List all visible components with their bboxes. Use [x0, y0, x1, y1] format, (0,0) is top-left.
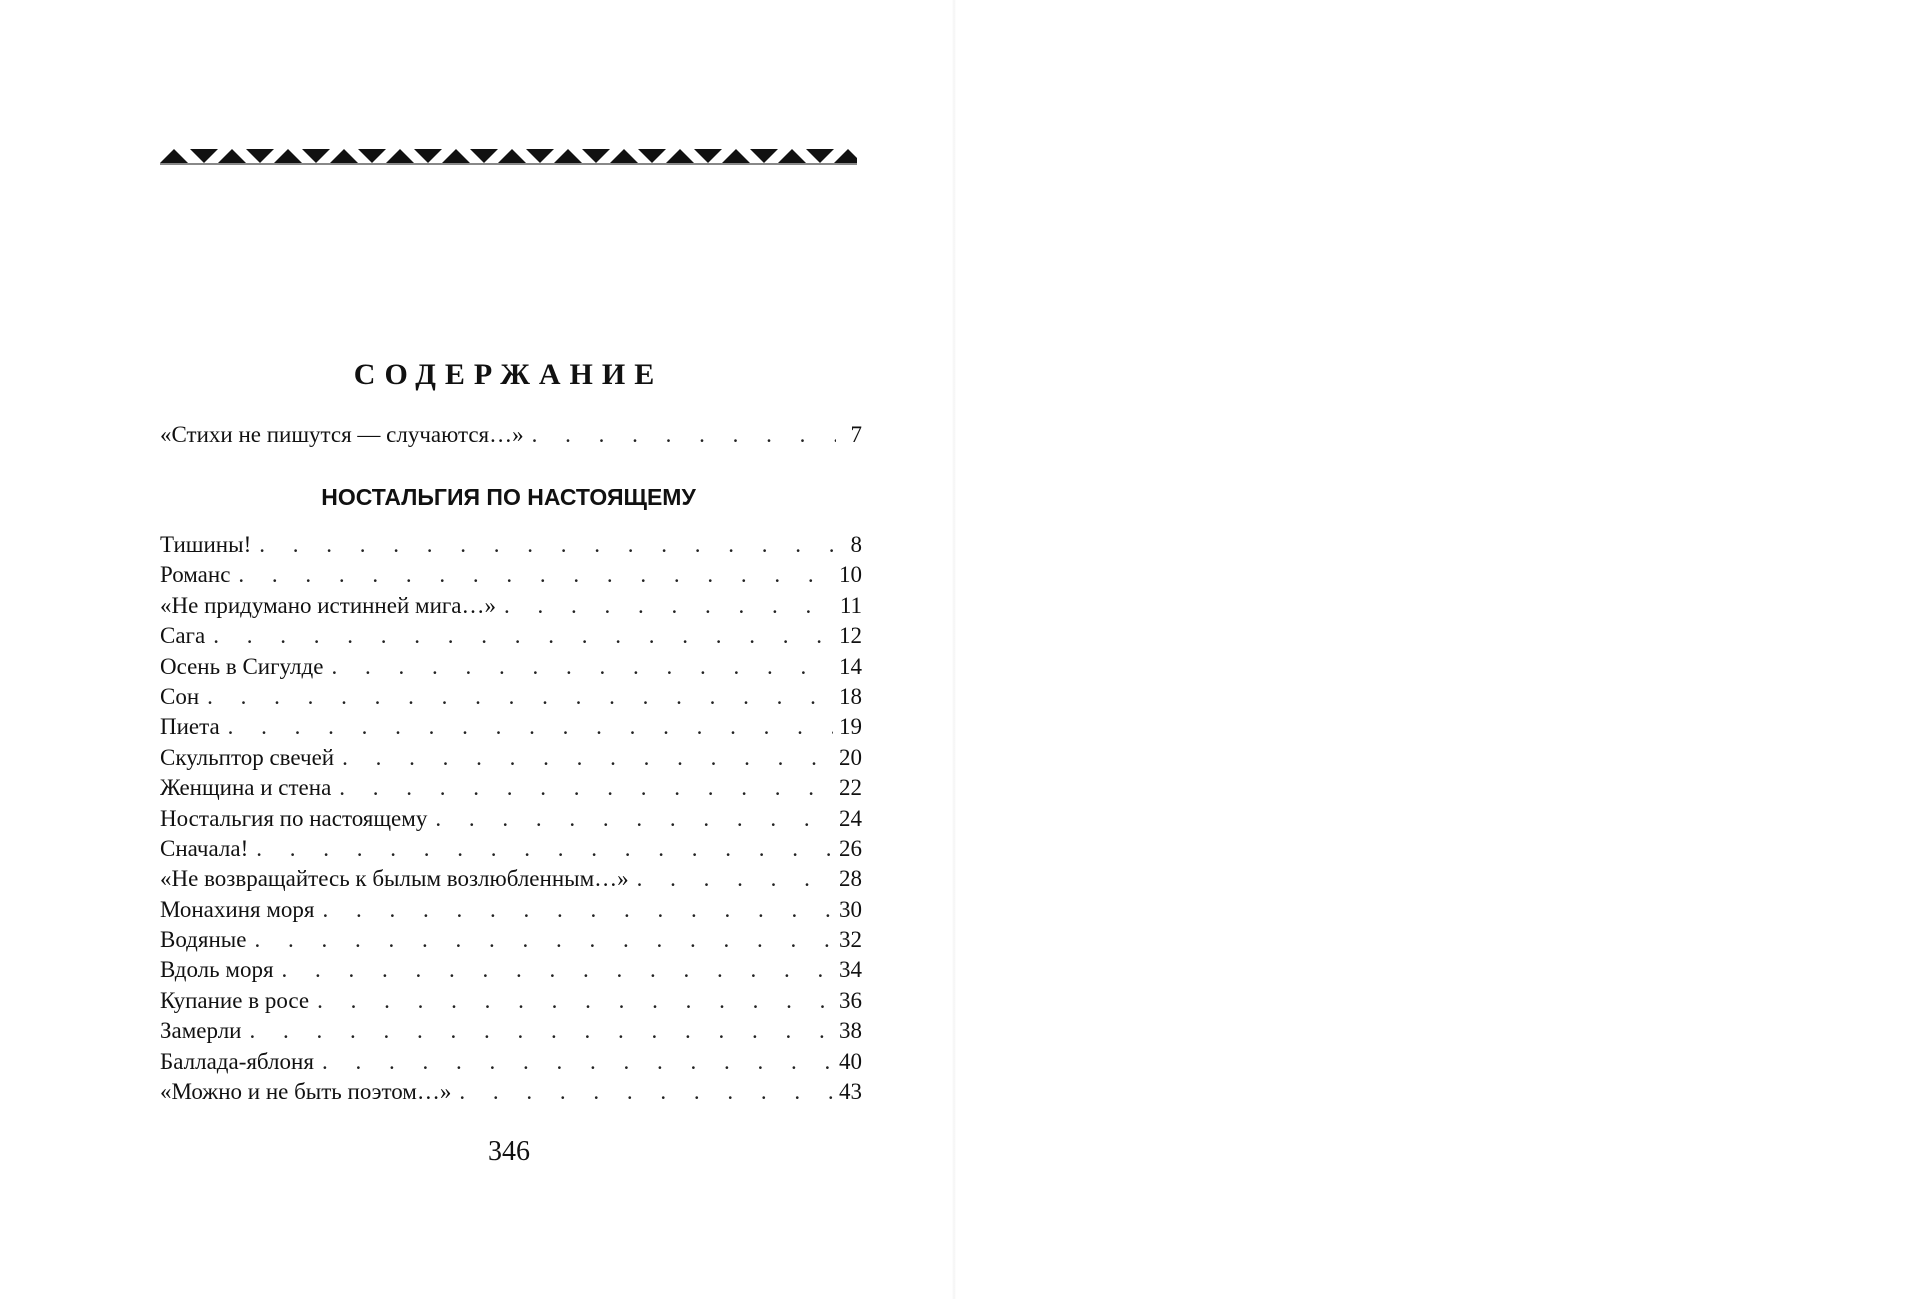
toc-entry-title: «Можно и не быть поэтом…» — [160, 1079, 452, 1105]
dot-leader — [322, 1047, 833, 1077]
toc-entry-page: 36 — [839, 987, 862, 1013]
toc-entry-page: 30 — [839, 896, 862, 922]
toc-entry[interactable] — [160, 743, 862, 773]
dot-leader — [459, 1077, 833, 1107]
dot-leader — [207, 682, 833, 712]
toc-entry-title: Романс — [160, 562, 231, 588]
dot-leader — [317, 986, 833, 1016]
toc-entry-page: 7 — [850, 422, 862, 447]
dot-leader — [238, 560, 833, 590]
toc-entry-page: 26 — [839, 835, 862, 861]
toc-entry-title: Баллада-яблоня — [160, 1048, 314, 1074]
toc-entry-page: 19 — [839, 714, 862, 740]
toc-entry[interactable] — [160, 864, 862, 894]
toc-entry-title: Скульптор свечей — [160, 744, 335, 770]
dot-leader — [331, 652, 833, 682]
toc-entry-title: Замерли — [160, 1018, 242, 1044]
toc-entry[interactable] — [160, 955, 862, 985]
toc-entry-title: Сон — [160, 683, 200, 709]
right-page — [956, 0, 1908, 1299]
dot-leader — [249, 1016, 833, 1046]
toc-entry-page: 38 — [839, 1018, 862, 1044]
toc-entry-title: Купание в росе — [160, 987, 310, 1013]
toc-entry[interactable] — [160, 986, 862, 1016]
toc-entry-title: «Не придумано истинней мига…» — [160, 592, 497, 618]
page-number: 346 — [488, 1136, 530, 1167]
section-heading: НОСТАЛЬГИЯ ПО НАСТОЯЩЕМУ — [321, 484, 696, 510]
toc-entry-page: 12 — [839, 623, 862, 649]
toc-entry-page: 10 — [839, 562, 862, 588]
toc-entry-page: 18 — [839, 683, 862, 709]
left-page — [0, 0, 952, 1299]
dot-leader — [339, 773, 833, 803]
dot-leader — [213, 621, 833, 651]
toc-entry-title: Водяные — [160, 927, 247, 953]
toc-entry-page: 34 — [839, 957, 862, 983]
dot-leader — [504, 591, 834, 621]
toc-entry-title: Осень в Сигулде — [160, 653, 324, 679]
toc-entry-title: Монахиня моря — [160, 896, 315, 922]
toc-entry-page: 43 — [839, 1079, 862, 1105]
toc-entry[interactable] — [160, 1016, 862, 1046]
toc-entry[interactable] — [160, 560, 862, 590]
toc-entry-page: 8 — [850, 532, 862, 557]
dot-leader — [322, 895, 833, 925]
toc-entry[interactable] — [160, 420, 862, 450]
toc-entry-title: Сначала! — [160, 835, 249, 861]
toc-entry-page: 40 — [839, 1048, 862, 1074]
toc-entry-page: 32 — [839, 927, 862, 953]
dot-leader — [342, 743, 833, 773]
toc-entry-title: Женщина и стена — [160, 775, 332, 801]
dot-leader — [435, 804, 833, 834]
contents-heading: СОДЕРЖАНИЕ — [353, 358, 664, 391]
toc-list-left — [160, 530, 862, 1107]
dot-leader — [532, 420, 836, 450]
toc-entry[interactable] — [160, 621, 862, 651]
toc-entry[interactable] — [160, 834, 862, 864]
toc-entry-page: 24 — [839, 805, 862, 831]
toc-entry[interactable] — [160, 652, 862, 682]
toc-entry[interactable] — [160, 591, 862, 621]
dot-leader — [637, 864, 833, 894]
toc-entry-page: 20 — [839, 744, 862, 770]
triangle-band-ornament-icon — [160, 147, 857, 165]
toc-entry[interactable] — [160, 1077, 862, 1107]
dot-leader — [254, 925, 833, 955]
dot-leader — [256, 834, 833, 864]
toc-entry-page: 11 — [839, 592, 862, 618]
toc-entry[interactable] — [160, 1047, 862, 1077]
toc-entry-title: «Стихи не пишутся — случаются…» — [160, 422, 524, 447]
toc-entry-title: Ностальгия по настоящему — [160, 805, 428, 831]
toc-entry-title: Вдоль моря — [160, 957, 274, 983]
dot-leader — [228, 712, 833, 742]
toc-entry-page: 28 — [839, 866, 862, 892]
toc-intro — [160, 420, 862, 450]
toc-entry[interactable] — [160, 682, 862, 712]
dot-leader — [282, 955, 833, 985]
toc-entry[interactable] — [160, 895, 862, 925]
toc-entry[interactable] — [160, 925, 862, 955]
toc-entry-title: Сага — [160, 623, 206, 649]
toc-entry[interactable] — [160, 804, 862, 834]
toc-entry-title: Пиета — [160, 714, 220, 740]
toc-entry-page: 14 — [839, 653, 862, 679]
dot-leader — [259, 530, 836, 560]
toc-entry[interactable] — [160, 712, 862, 742]
toc-entry-title: «Не возвращайтесь к былым возлюбленным…» — [160, 866, 629, 892]
toc-entry-title: Тишины! — [160, 532, 252, 557]
toc-entry-page: 22 — [839, 775, 862, 801]
toc-entry[interactable] — [160, 530, 862, 560]
toc-entry[interactable] — [160, 773, 862, 803]
